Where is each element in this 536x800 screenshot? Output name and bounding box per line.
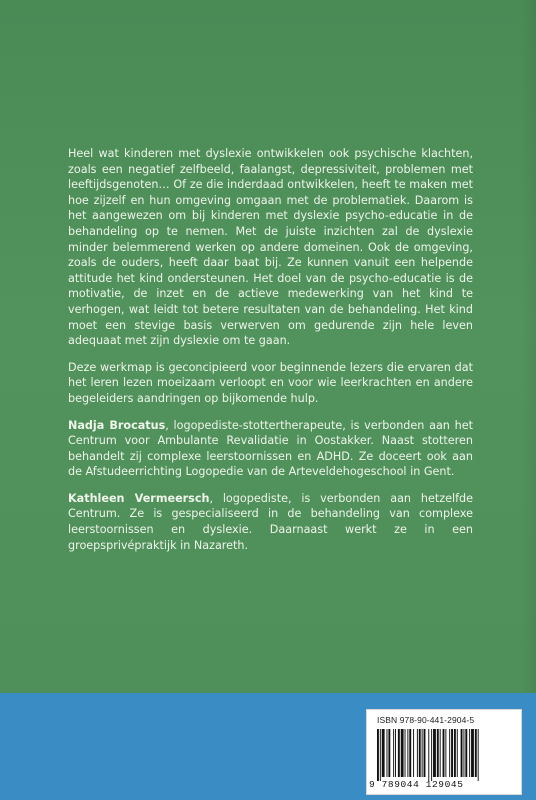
blurb-paragraph-1: Heel wat kinderen met dyslexie ontwikkelen ook psychische klachten, zoals een negatief zelfbeeld, faalangst, depressiviteit, problemen met leeftijdsgenoten… Of ze die inderdaad ontwikkelen, heeft te maken met hoe zijzelf en hun omgeving omgaan met de problematiek. Daarom is het aangewezen om bij kinderen met dyslexie psycho-educatie in de behandeling op te nemen. Met de juiste inzichten zal de dyslexie minder belemmerend werken op andere domeinen. Ook de omgeving, zoals de ouders, heeft daar baat bij. Ze kunnen vanuit een helpende attitude het kind ondersteunen. Het doel van de psycho-educatie is de motivatie, de inzet en de actieve medewerking van het kind te verhogen, wat leidt tot betere resultaten van de behandeling. Het kind moet een stevige basis verwerven om gedurende zijn hele leven adequaat met zijn dyslexie om te gaan. bbox=[68, 147, 473, 348]
barcode-digits: 9 789044 129045 bbox=[369, 779, 464, 790]
author-bio-2 bbox=[68, 491, 473, 553]
barcode-label bbox=[366, 709, 522, 795]
barcode-icon bbox=[377, 729, 513, 781]
isbn-text: ISBN 978-90-441-2904-5 bbox=[377, 715, 475, 725]
blurb-paragraph-2: Deze werkmap is geconcipieerd voor beginnende lezers die ervaren dat het leren lezen moeizaam verloopt en voor wie leerkrachten en andere begeleiders aandringen op bijkomende hulp. bbox=[68, 360, 473, 405]
author-bio-text-2: , logopediste, is verbonden aan hetzelfde Centrum. Ze is gespecialiseerd in de behandeling van complexe leerstoornissen en dyslexie. Daarnaast werkt ze in een groepsprivépraktijk in Nazareth. bbox=[68, 491, 474, 552]
back-cover-text bbox=[68, 146, 473, 564]
author-bio-text-1: , logopediste-stottertherapeute, is verbonden aan het Centrum voor Ambulante Revalidatie in Oostakker. Naast stotteren behandelt zij complexe leerstoornissen en ADHD. Ze doceert ook aan de Afstudeerrichting Logopedie van de Arteveldehogeschool in Gent. bbox=[68, 418, 473, 479]
author-name-2: Kathleen Vermeersch bbox=[68, 491, 210, 505]
spine-shadow bbox=[520, 0, 536, 693]
author-bio-1 bbox=[68, 418, 473, 480]
author-name-1: Nadja Brocatus bbox=[68, 418, 166, 432]
